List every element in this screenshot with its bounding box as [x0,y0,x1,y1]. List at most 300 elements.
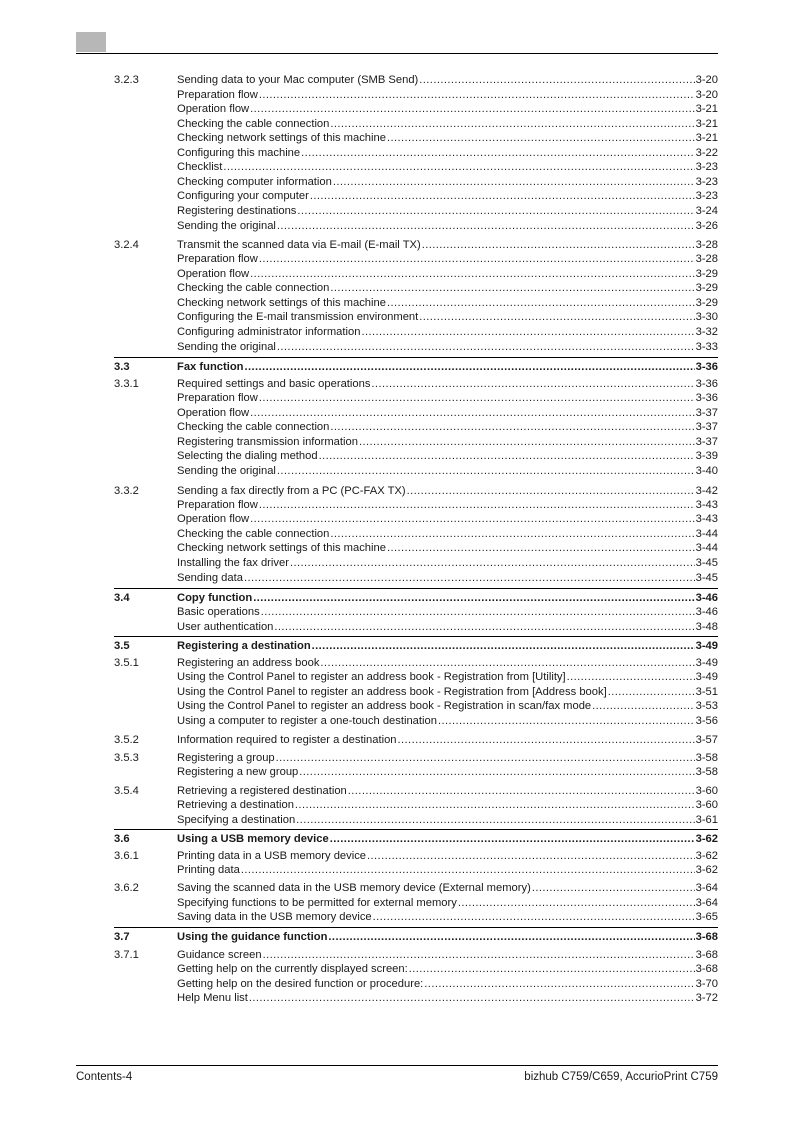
toc-page-number: 3-32 [695,326,718,338]
toc-entry-title: Saving the scanned data in the USB memory device (External memory) [177,882,531,894]
toc-page-number: 3-30 [695,311,718,323]
toc-section-number: 3.7 [114,931,130,943]
dot-leader [250,512,694,527]
toc-entry[interactable] [0,849,793,864]
toc-page-number: 3-62 [695,850,718,862]
toc-entry-line [177,406,718,421]
dot-leader [245,360,695,375]
dot-leader [250,102,694,117]
toc-entry-title: Registering a destination [177,640,311,652]
toc-entry[interactable] [0,670,793,685]
toc-entry-title: Fax function [177,361,244,373]
section-divider [114,829,718,830]
toc-entry[interactable] [0,798,793,813]
toc-page-number: 3-61 [695,814,718,826]
toc-entry-title: Checking computer information [177,176,332,188]
dot-leader [330,420,694,435]
toc-entry-title: Checking network settings of this machine [177,542,386,554]
toc-entry[interactable] [0,991,793,1006]
toc-page-number: 3-56 [695,715,718,727]
toc-entry-title: Installing the fax driver [177,557,289,569]
toc-entry-line [177,484,718,499]
dot-leader [371,377,694,392]
toc-entry[interactable] [0,948,793,963]
toc-section-number: 3.6 [114,833,130,845]
dot-leader [532,881,695,896]
toc-entry-line [177,849,718,864]
toc-entry-line [177,930,718,945]
section-divider [114,636,718,637]
section-divider [114,927,718,928]
toc-entry-line [177,175,718,190]
dot-leader [249,991,695,1006]
toc-entry-title: Checking network settings of this machine [177,132,386,144]
toc-page-number: 3-23 [695,190,718,202]
toc-entry-line [177,340,718,355]
toc-entry-line [177,325,718,340]
toc-page-number: 3-64 [695,897,718,909]
toc-entry[interactable] [0,620,793,635]
toc-entry[interactable] [0,406,793,421]
toc-entry-title: Checking the cable connection [177,118,330,130]
dot-leader [367,849,695,864]
toc-section-number: 3.5.4 [114,785,139,797]
toc-page-number: 3-42 [695,485,718,497]
toc-page-number: 3-36 [695,392,718,404]
toc-entry-title: Retrieving a destination [177,799,294,811]
dot-leader [223,160,694,175]
toc-entry[interactable] [0,639,793,654]
toc-section-number: 3.5.1 [114,657,139,669]
toc-page-number: 3-68 [695,949,718,961]
toc-entry-line [177,670,718,685]
dot-leader [458,896,695,911]
toc-entry-title: Registering a group [177,752,275,764]
toc-entry-line [177,571,718,586]
toc-entry-title: Registering a new group [177,766,299,778]
dot-leader [297,204,694,219]
dot-leader [250,267,694,282]
dot-leader [319,449,695,464]
toc-entry-line [177,765,718,780]
toc-entry-title: Using a USB memory device [177,833,329,845]
dot-leader [276,751,695,766]
toc-entry-line [177,733,718,748]
toc-entry-line [177,146,718,161]
toc-entry[interactable] [0,751,793,766]
toc-entry-title: Guidance screen [177,949,262,961]
dot-leader [259,252,695,267]
toc-entry-title: Saving data in the USB memory device [177,911,372,923]
toc-page-number: 3-44 [695,542,718,554]
toc-page-number: 3-58 [695,752,718,764]
toc-entry-title: Transmit the scanned data via E-mail (E-mail TX) [177,239,421,251]
toc-entry-title: Using the Control Panel to register an address book - Registration in scan/fax mode [177,700,592,712]
toc-entry-title: Information required to register a destination [177,734,397,746]
toc-entry[interactable] [0,391,793,406]
toc-page-number: 3-36 [695,361,718,373]
toc-entry[interactable] [0,512,793,527]
dot-leader [592,699,694,714]
toc-page-number: 3-68 [695,931,718,943]
toc-entry[interactable] [0,930,793,945]
toc-entry-line [177,656,718,671]
toc-entry-title: Using the Control Panel to register an address book - Registration from [Address book] [177,686,607,698]
toc-page-number: 3-64 [695,882,718,894]
toc-entry-line [177,204,718,219]
toc-entry-line [177,360,718,375]
toc-entry-title: Preparation flow [177,499,258,511]
toc-section-number: 3.3 [114,361,130,373]
dot-leader [274,620,694,635]
toc-entry-title: Selecting the dialing method [177,450,318,462]
toc-entry-line [177,881,718,896]
toc-page-number: 3-58 [695,766,718,778]
toc-entry-line [177,238,718,253]
toc-page-number: 3-46 [695,606,718,618]
toc-entry[interactable] [0,591,793,606]
toc-section-number: 3.6.1 [114,850,139,862]
toc-entry-title: Copy function [177,592,253,604]
toc-entry-line [177,377,718,392]
toc-entry[interactable] [0,204,793,219]
footer-page-label: Contents-4 [76,1071,133,1083]
toc-entry-line [177,160,718,175]
dot-leader [320,656,694,671]
toc-section-number: 3.5.2 [114,734,139,746]
toc-entry-line [177,832,718,847]
toc-section-number: 3.7.1 [114,949,139,961]
toc-entry-line [177,620,718,635]
toc-entry[interactable] [0,765,793,780]
toc-page-number: 3-24 [695,205,718,217]
toc-section-number: 3.3.2 [114,485,139,497]
toc-page-number: 3-23 [695,161,718,173]
toc-entry-title: User authentication [177,621,274,633]
toc-page-number: 3-68 [695,963,718,975]
toc-entry-line [177,896,718,911]
toc-entry[interactable] [0,160,793,175]
dot-leader [608,685,695,700]
dot-leader [422,238,695,253]
toc-entry[interactable] [0,238,793,253]
toc-entry[interactable] [0,685,793,700]
toc-entry-title: Retrieving a registered destination [177,785,347,797]
toc-entry[interactable] [0,102,793,117]
toc-entry-line [177,527,718,542]
dot-leader [387,541,695,556]
toc-page-number: 3-46 [695,592,718,604]
toc-page-number: 3-29 [695,282,718,294]
toc-entry-title: Operation flow [177,513,250,525]
toc-section-number: 3.6.2 [114,882,139,894]
toc-entry-line [177,813,718,828]
dot-leader [438,714,695,729]
toc-entry-line [177,310,718,325]
toc-entry[interactable] [0,449,793,464]
toc-page-number: 3-21 [695,132,718,144]
toc-entry[interactable] [0,910,793,925]
toc-entry-line [177,714,718,729]
footer-product-name: bizhub C759/C659, AccurioPrint C759 [524,1071,718,1083]
dot-leader [277,340,695,355]
dot-leader [263,948,695,963]
toc-page-number: 3-26 [695,220,718,232]
dot-leader [330,527,694,542]
section-divider [114,357,718,358]
toc-page-number: 3-40 [695,465,718,477]
toc-entry-line [177,798,718,813]
toc-page-number: 3-43 [695,513,718,525]
toc-entry[interactable] [0,189,793,204]
toc-entry[interactable] [0,464,793,479]
toc-entry-title: Preparation flow [177,253,258,265]
toc-entry-line [177,102,718,117]
toc-entry[interactable] [0,962,793,977]
toc-entry-line [177,639,718,654]
toc-page-number: 3-60 [695,799,718,811]
toc-entry-title: Printing data in a USB memory device [177,850,367,862]
toc-page-number: 3-49 [695,640,718,652]
toc-entry-line [177,605,718,620]
dot-leader [567,670,695,685]
toc-entry[interactable] [0,267,793,282]
toc-entry-line [177,751,718,766]
toc-page-number: 3-45 [695,572,718,584]
toc-entry-line [177,219,718,234]
toc-page-number: 3-45 [695,557,718,569]
toc-page-number: 3-20 [695,89,718,101]
toc-entry[interactable] [0,896,793,911]
dot-leader [424,977,694,992]
dot-leader [277,464,695,479]
toc-entry-title: Basic operations [177,606,260,618]
toc-entry-title: Help Menu list [177,992,248,1004]
toc-page-number: 3-37 [695,436,718,448]
toc-entry-line [177,435,718,450]
toc-section-number: 3.2.4 [114,239,139,251]
toc-entry[interactable] [0,699,793,714]
toc-entry[interactable] [0,541,793,556]
toc-entry[interactable] [0,881,793,896]
toc-section-number: 3.2.3 [114,74,139,86]
toc-entry[interactable] [0,377,793,392]
toc-entry[interactable] [0,714,793,729]
toc-entry[interactable] [0,977,793,992]
toc-entry-title: Using the Control Panel to register an address book - Registration from [Utility] [177,671,566,683]
dot-leader [244,571,695,586]
toc-entry-line [177,962,718,977]
toc-entry[interactable] [0,733,793,748]
toc-entry-title: Using a computer to register a one-touch destination [177,715,437,727]
toc-entry-title: Configuring this machine [177,147,301,159]
toc-page-number: 3-39 [695,450,718,462]
toc-entry-line [177,556,718,571]
toc-entry-title: Checking the cable connection [177,421,330,433]
toc-entry-line [177,420,718,435]
dot-leader [419,73,694,88]
toc-entry-title: Operation flow [177,268,250,280]
toc-section-number: 3.4 [114,592,130,604]
dot-leader [259,391,695,406]
toc-entry[interactable] [0,296,793,311]
toc-entry[interactable] [0,175,793,190]
toc-page-number: 3-37 [695,407,718,419]
toc-entry[interactable] [0,325,793,340]
toc-entry-title: Registering transmission information [177,436,358,448]
toc-entry[interactable] [0,813,793,828]
dot-leader [330,117,694,132]
toc-entry-line [177,977,718,992]
dot-leader [373,910,695,925]
toc-page-number: 3-49 [695,657,718,669]
toc-entry[interactable] [0,131,793,146]
toc-entry-title: Checking the cable connection [177,528,330,540]
toc-entry-title: Configuring the E-mail transmission environment [177,311,419,323]
toc-page-number: 3-21 [695,118,718,130]
toc-entry-title: Operation flow [177,407,250,419]
toc-entry-line [177,541,718,556]
toc-entry-title: Sending a fax directly from a PC (PC-FAX TX) [177,485,406,497]
toc-page-number: 3-21 [695,103,718,115]
toc-entry-title: Required settings and basic operations [177,378,371,390]
toc-entry-title: Sending the original [177,465,276,477]
dot-leader [409,962,695,977]
toc-page-number: 3-65 [695,911,718,923]
toc-entry-title: Sending the original [177,341,276,353]
dot-leader [290,556,695,571]
toc-entry[interactable] [0,498,793,513]
toc-entry[interactable] [0,117,793,132]
toc-entry-title: Using the guidance function [177,931,328,943]
toc-entry[interactable] [0,863,793,878]
dot-leader [241,863,695,878]
toc-entry-line [177,685,718,700]
toc-entry-title: Configuring your computer [177,190,309,202]
dot-leader [387,131,695,146]
toc-page-number: 3-53 [695,700,718,712]
toc-section-number: 3.3.1 [114,378,139,390]
toc-entry-line [177,391,718,406]
toc-entry[interactable] [0,219,793,234]
toc-entry[interactable] [0,146,793,161]
dot-leader [359,435,695,450]
toc-entry[interactable] [0,571,793,586]
toc-entry[interactable] [0,832,793,847]
toc-entry-title: Preparation flow [177,392,258,404]
dot-leader [407,484,695,499]
toc-page-number: 3-29 [695,268,718,280]
toc-page-number: 3-51 [695,686,718,698]
toc-page-number: 3-37 [695,421,718,433]
toc-page-number: 3-62 [695,864,718,876]
toc-entry-title: Specifying functions to be permitted for external memory [177,897,457,909]
toc-entry[interactable] [0,252,793,267]
dot-leader [261,605,695,620]
toc-entry[interactable] [0,420,793,435]
toc-entry-title: Getting help on the desired function or procedure: [177,978,424,990]
dot-leader [419,310,694,325]
toc-entry-title: Printing data [177,864,240,876]
toc-entry[interactable] [0,435,793,450]
toc-entry-line [177,512,718,527]
toc-entry[interactable] [0,605,793,620]
dot-leader [328,930,694,945]
toc-entry[interactable] [0,527,793,542]
toc-entry-line [177,948,718,963]
toc-entry-line [177,699,718,714]
toc-entry-line [177,464,718,479]
toc-page-number: 3-72 [695,992,718,1004]
dot-leader [387,296,695,311]
dot-leader [259,498,695,513]
toc-page-number: 3-49 [695,671,718,683]
section-divider [114,588,718,589]
toc-entry[interactable] [0,784,793,799]
toc-entry[interactable] [0,656,793,671]
toc-entry[interactable] [0,281,793,296]
toc-entry-line [177,296,718,311]
toc-page-number: 3-60 [695,785,718,797]
dot-leader [277,219,695,234]
toc-entry-line [177,863,718,878]
dot-leader [259,88,695,103]
toc-entry[interactable] [0,73,793,88]
toc-entry-line [177,591,718,606]
toc-entry-line [177,784,718,799]
dot-leader [295,798,695,813]
footer-rule [76,1065,718,1066]
dot-leader [330,832,695,847]
toc-entry[interactable] [0,340,793,355]
toc-entry[interactable] [0,310,793,325]
toc-page-number: 3-44 [695,528,718,540]
toc-entry-title: Preparation flow [177,89,258,101]
toc-page-number: 3-28 [695,253,718,265]
toc-entry-title: Configuring administrator information [177,326,361,338]
toc-entry-title: Checking the cable connection [177,282,330,294]
dot-leader [253,591,694,606]
toc-page-number: 3-33 [695,341,718,353]
toc-page-number: 3-36 [695,378,718,390]
toc-page-number: 3-28 [695,239,718,251]
toc-entry-title: Checklist [177,161,223,173]
toc-page-number: 3-43 [695,499,718,511]
dot-leader [296,813,694,828]
toc-entry-title: Registering an address book [177,657,320,669]
toc-entry-line [177,991,718,1006]
toc-page-number: 3-62 [695,833,718,845]
dot-leader [312,639,695,654]
toc-page-number: 3-29 [695,297,718,309]
toc-section-number: 3.5 [114,640,130,652]
toc-entry[interactable] [0,88,793,103]
dot-leader [361,325,694,340]
toc-entry-title: Sending data to your Mac computer (SMB Send) [177,74,419,86]
dot-leader [398,733,695,748]
toc-entry[interactable] [0,556,793,571]
toc-entry-title: Registering destinations [177,205,297,217]
toc-entry[interactable] [0,484,793,499]
dot-leader [330,281,694,296]
toc-page-number: 3-70 [695,978,718,990]
dot-leader [301,146,694,161]
toc-entry[interactable] [0,360,793,375]
dot-leader [348,784,695,799]
toc-entry-title: Sending the original [177,220,276,232]
toc-page-number: 3-22 [695,147,718,159]
toc-entry-line [177,498,718,513]
